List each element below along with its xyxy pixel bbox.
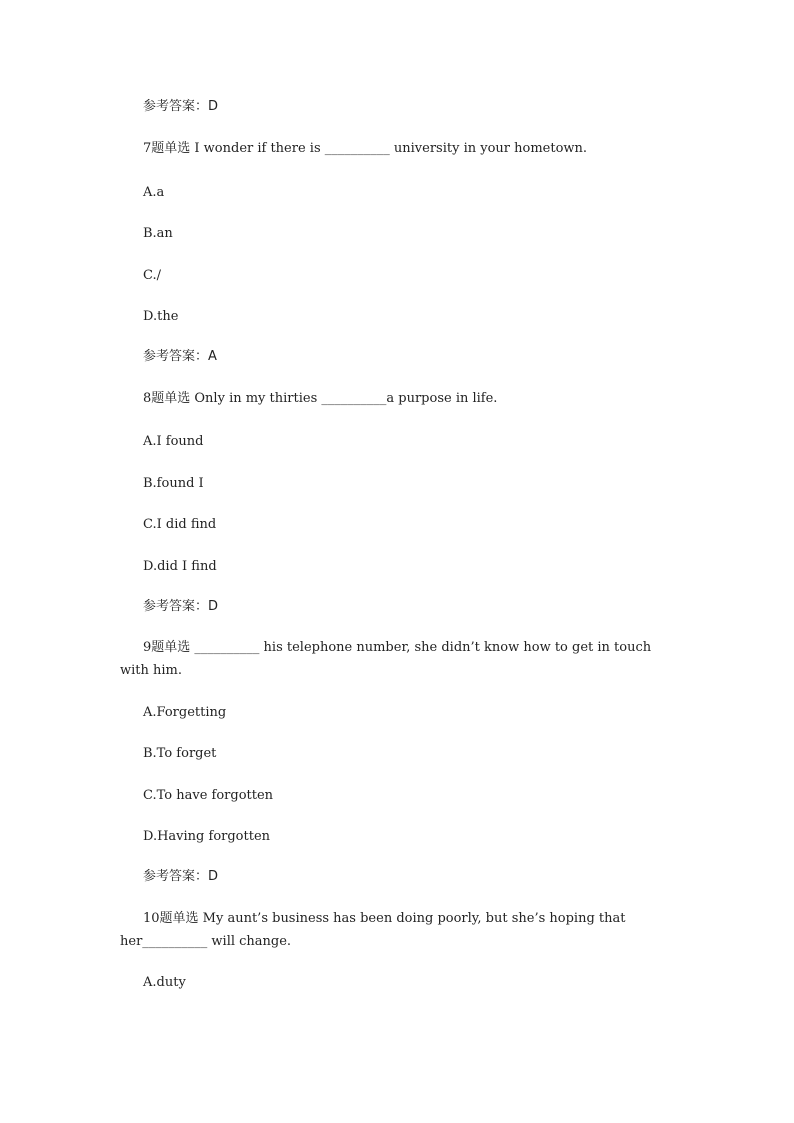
answer-key: 参考答案：A: [143, 349, 217, 364]
option-d: D.Having forgotten: [143, 829, 271, 844]
option-a: A.I found: [143, 434, 204, 449]
answer-key: 参考答案：D: [143, 599, 219, 614]
option-b: B.To forget: [143, 746, 217, 761]
option-a: A.Forgetting: [143, 705, 227, 720]
option-d: D.did I find: [143, 559, 217, 574]
question-10: 10题单选 My aunt’s business has been doing poorly, but she’s hoping that her__________ will change.: [120, 911, 626, 949]
option-d: D.the: [143, 309, 179, 324]
option-c: C./: [143, 268, 161, 283]
option-b: B.found I: [143, 476, 204, 491]
option-a: A.a: [143, 185, 165, 200]
option-a: A.duty: [143, 975, 186, 990]
answer-key: 参考答案：D: [143, 869, 219, 884]
option-c: C.To have forgotten: [143, 788, 274, 803]
question-9: 9题单选 __________ his telephone number, she didn’t know how to get in touch with him.: [120, 640, 652, 678]
option-b: B.an: [143, 226, 173, 241]
question-8: 8题单选 Only in my thirties __________a purpose in life.: [143, 391, 498, 406]
answer-key: 参考答案：D: [143, 99, 219, 114]
option-c: C.I did find: [143, 517, 217, 532]
question-7: 7题单选 I wonder if there is __________ university in your hometown.: [143, 141, 588, 156]
